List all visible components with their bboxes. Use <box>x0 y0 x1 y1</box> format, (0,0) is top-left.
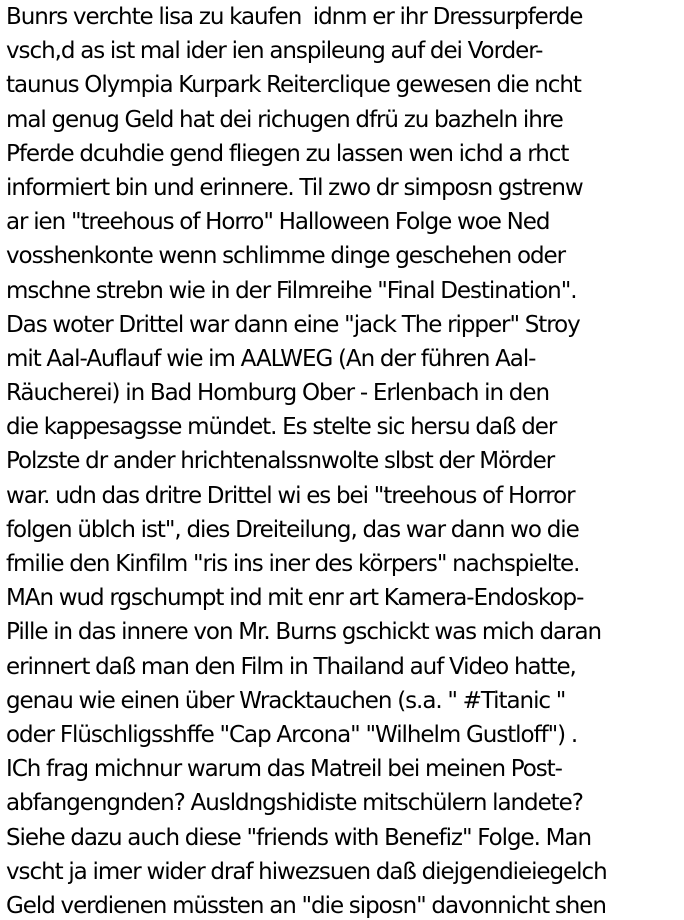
text-line: fmilie den Kinfilm "ris ins iner des körpers" nachspielte. <box>6 551 580 577</box>
text-line: mschne strebn wie in der Filmreihe "Final Destination". <box>6 277 577 304</box>
text-line: war. udn das dritre Drittel wi es bei "treehous of Horror <box>6 482 575 509</box>
text-line: Pferde dcuhdie gend fliegen zu lassen wen ichd a rhct <box>6 140 569 167</box>
text-line: genau wie einen über Wracktauchen (s.a. " #Titanic " <box>6 687 566 714</box>
text-line: ICh frag michnur warum das Matreil bei meinen Post- <box>6 756 562 783</box>
text-line: vosshenkonte wenn schlimme dinge geschehen oder <box>6 243 566 270</box>
text-line: Räucherei) in Bad Homburg Ober - Erlenbach in den <box>6 380 549 407</box>
text-line: Siehe dazu auch diese "friends with Benefiz" Folge. Man <box>6 824 591 851</box>
text-line: erinnert daß man den Film in Thailand auf Video hatte, <box>6 653 576 680</box>
text-line: Polzste dr ander hrichtenalssnwolte slbst der Mörder <box>6 448 555 475</box>
text-line: Pille in das innere von Mr. Burns gschickt was mich daran <box>6 619 602 646</box>
text-line: abfangengnden? Ausldngshidiste mitschülern landete? <box>6 790 583 817</box>
text-line: mal genug Geld hat dei richugen dfrü zu bazheln ihre <box>6 106 563 133</box>
text-line: vsch,d as ist mal ider ien anspileung auf dei Vorder- <box>6 38 543 65</box>
text-line: ar ien "treehous of Horro" Halloween Folge woe Ned <box>6 209 550 236</box>
text-line: die kappesagsse mündet. Es stelte sic hersu daß der <box>6 414 557 441</box>
text-line: Geld verdienen müssten an "die siposn" davonnicht shen <box>6 892 606 919</box>
text-line: vscht ja imer wider draf hiwezsuen daß diejgendieiegelch <box>6 858 607 885</box>
text-line: Das woter Drittel war dann eine "jack The ripper" Stroy <box>6 311 580 338</box>
document-body <box>6 0 682 920</box>
text-line: oder Flüschligsshffe "Cap Arcona" "Wilhelm Gustloff") . <box>6 721 578 748</box>
text-line: mit Aal-Auflauf wie im AALWEG (An der führen Aal- <box>6 345 536 372</box>
text-line: MAn wud rgschumpt ind mit enr art Kamera-Endoskop- <box>6 585 584 612</box>
text-line: taunus Olympia Kurpark Reiterclique gewesen die ncht <box>6 72 581 99</box>
text-line: Bunrs verchte lisa zu kaufen idnm er ihr Dressurpferde <box>6 4 583 30</box>
text-line: folgen üblch ist", dies Dreiteilung, das war dann wo die <box>6 516 579 543</box>
text-line: informiert bin und erinnere. Til zwo dr simposn gstrenw <box>6 174 583 201</box>
